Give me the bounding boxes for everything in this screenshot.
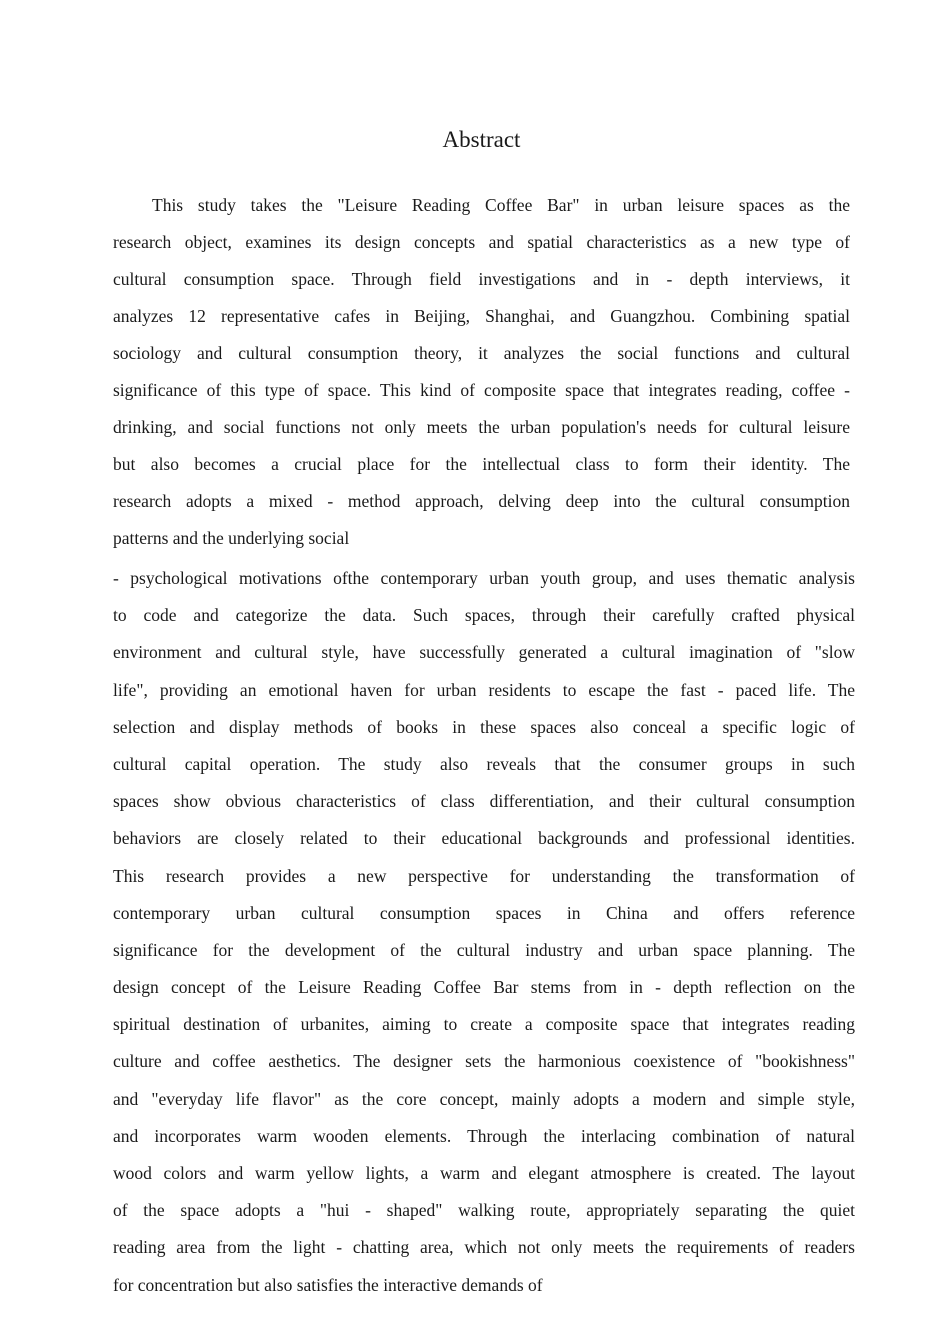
text-line: cultural capital operation. The study also reveals that the consumer groups in such: [113, 753, 855, 774]
text-line: contemporary urban cultural consumption spaces in China and offers reference: [113, 902, 855, 923]
text-line: significance for the development of the cultural industry and urban space planning. The: [113, 939, 855, 960]
text-line: spiritual destination of urbanites, aiming to create a composite space that integrates reading: [113, 1014, 855, 1035]
page-title: Abstract: [442, 127, 521, 152]
text-line: culture and coffee aesthetics. The designer sets the harmonious coexistence of "bookishness": [113, 1051, 855, 1072]
text-line: environment and cultural style, have successfully generated a cultural imagination of "slow: [113, 642, 855, 663]
text-line: cultural consumption space. Through field investigations and in - depth interviews, it: [113, 269, 850, 289]
text-line: research adopts a mixed - method approach, delving deep into the cultural consumption: [113, 491, 850, 511]
text-line: life", providing an emotional haven for urban residents to escape the fast - paced life. The: [113, 679, 855, 700]
text-line: - psychological motivations ofthe contemporary urban youth group, and uses thematic analysis: [113, 568, 855, 588]
text-line: and incorporates warm wooden elements. Through the interlacing combination of natural: [113, 1125, 855, 1146]
text-line: behaviors are closely related to their educational backgrounds and professional identities.: [113, 828, 855, 849]
text-line: patterns and the underlying social: [113, 528, 350, 548]
abstract-paragraph-1: [113, 187, 850, 557]
text-line: and "everyday life flavor" as the core concept, mainly adopts a modern and simple style,: [113, 1088, 855, 1109]
abstract-paragraph-2: [113, 560, 855, 1304]
text-line: research object, examines its design concepts and spatial characteristics as a new type of: [113, 232, 850, 252]
text-line: sociology and cultural consumption theory, it analyzes the social functions and cultural: [113, 343, 850, 363]
text-line: significance of this type of space. This kind of composite space that integrates reading, coffee -: [113, 380, 850, 400]
text-line: spaces show obvious characteristics of class differentiation, and their cultural consumption: [113, 791, 855, 812]
text-line: drinking, and social functions not only meets the urban population's needs for cultural leisure: [113, 417, 850, 437]
text-line: but also becomes a crucial place for the intellectual class to form their identity. The: [113, 454, 850, 474]
text-line: reading area from the light - chatting area, which not only meets the requirements of readers: [113, 1237, 855, 1258]
text-line: design concept of the Leisure Reading Coffee Bar stems from in - depth reflection on the: [113, 977, 855, 998]
text-line: wood colors and warm yellow lights, a warm and elegant atmosphere is created. The layout: [113, 1163, 855, 1183]
text-line: for concentration but also satisfies the interactive demands of: [113, 1274, 543, 1295]
text-line: analyzes 12 representative cafes in Beijing, Shanghai, and Guangzhou. Combining spatial: [113, 306, 850, 326]
text-line: of the space adopts a "hui - shaped" walking route, appropriately separating the quiet: [113, 1200, 855, 1221]
text-line: This study takes the "Leisure Reading Coffee Bar" in urban leisure spaces as the: [152, 195, 850, 215]
text-line: This research provides a new perspective for understanding the transformation of: [113, 865, 855, 886]
text-line: selection and display methods of books in these spaces also conceal a specific logic of: [113, 716, 855, 737]
text-line: to code and categorize the data. Such spaces, through their carefully crafted physical: [113, 605, 855, 626]
